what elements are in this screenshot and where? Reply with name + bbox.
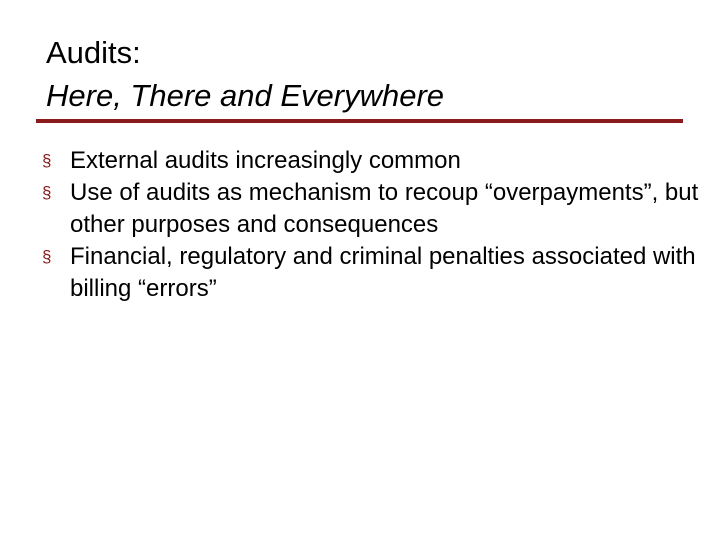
- section-sign-icon: §: [42, 247, 52, 266]
- bullet-text: Use of audits as mechanism to recoup “overpayments”, but other purposes and consequences: [70, 179, 699, 238]
- section-sign-icon: §: [42, 183, 52, 202]
- bullet-text: Financial, regulatory and criminal penalties associated with billing “errors”: [70, 243, 696, 302]
- bullet-item: [42, 177, 702, 241]
- title-divider: [36, 119, 683, 123]
- bullet-text: External audits increasingly common: [70, 147, 461, 174]
- bullet-item: [42, 241, 702, 305]
- title-line-2: Here, There and Everywhere: [46, 78, 445, 113]
- title-line-1: Audits:: [46, 35, 141, 70]
- slide-title: [46, 31, 686, 117]
- bullet-list: [42, 145, 702, 305]
- bullet-item: [42, 145, 702, 177]
- section-sign-icon: §: [42, 151, 52, 170]
